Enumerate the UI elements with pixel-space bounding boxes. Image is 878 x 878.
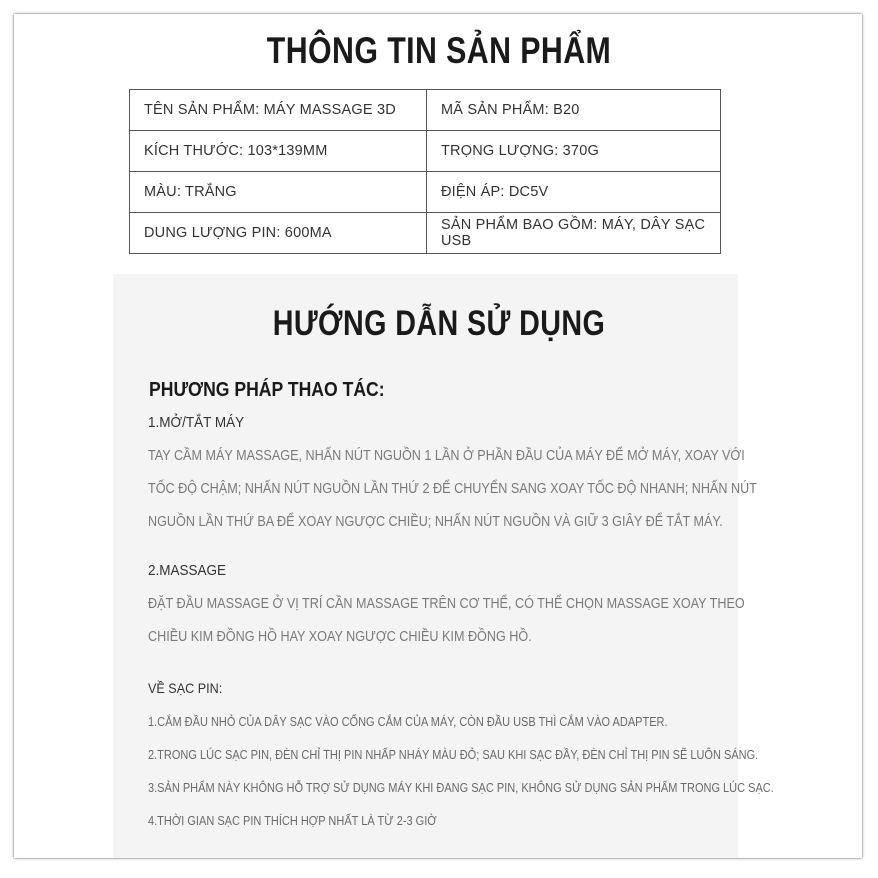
step2-text [148, 588, 745, 654]
spec-weight: TRỌNG LƯỢNG: 370G [427, 131, 721, 172]
table-row [130, 90, 721, 131]
step1-line: TAY CẦM MÁY MASSAGE, NHẤN NÚT NGUỒN 1 LẦN Ở PHẦN ĐẦU CỦA MÁY ĐỂ MỞ MÁY, XOAY VỚI [148, 448, 745, 464]
method-heading: PHƯƠNG PHÁP THAO TÁC: [149, 379, 385, 401]
charging-note: 2.TRONG LÚC SẠC PIN, ĐÈN CHỈ THỊ PIN NHẤP NHÁY MÀU ĐỎ; SAU KHI SẠC ĐẦY, ĐÈN CHỈ THỊ PIN SẼ LUÔN SÁNG. [148, 748, 759, 762]
spec-battery: DUNG LƯỢNG PIN: 600MA [130, 213, 427, 254]
step1-title: 1.MỞ/TẮT MÁY [148, 414, 245, 431]
table-row [130, 213, 721, 254]
spec-table [129, 89, 721, 254]
step2-title: 2.MASSAGE [148, 562, 227, 579]
step1-text [148, 440, 757, 539]
step2-line: CHIỀU KIM ĐỒNG HỒ HAY XOAY NGƯỢC CHIỀU KIM ĐỒNG HỒ. [148, 629, 532, 645]
table-row [130, 172, 721, 213]
product-info-title: THÔNG TIN SẢN PHẨM [266, 30, 612, 71]
table-row [130, 131, 721, 172]
spec-product-code: MÃ SẢN PHẨM: B20 [427, 90, 721, 131]
charging-note: 3.SẢN PHẨM NÀY KHÔNG HỖ TRỢ SỬ DỤNG MÁY KHI ĐANG SẠC PIN, KHÔNG SỬ DỤNG SẢN PHẨM TRONG LÚC SẠC. [148, 781, 774, 795]
spec-product-name: TÊN SẢN PHẨM: MÁY MASSAGE 3D [130, 90, 427, 131]
spec-color: MÀU: TRẮNG [130, 172, 427, 213]
charging-title: VỀ SẠC PIN: [148, 680, 223, 696]
step1-line: NGUỒN LẦN THỨ BA ĐỂ XOAY NGƯỢC CHIỀU; NHẤN NÚT NGUỒN VÀ GIỮ 3 GIÂY ĐỂ TẮT MÁY. [148, 514, 723, 530]
charging-note: 4.THỜI GIAN SẠC PIN THÍCH HỢP NHẤT LÀ TỪ 2-3 GIỜ [148, 814, 437, 828]
spec-size: KÍCH THƯỚC: 103*139MM [130, 131, 427, 172]
spec-package: SẢN PHẨM BAO GỒM: MÁY, DÂY SẠC USB [427, 213, 721, 254]
step2-line: ĐẶT ĐẦU MASSAGE Ở VỊ TRÍ CẦN MASSAGE TRÊN CƠ THỂ, CÓ THỂ CHỌN MASSAGE XOAY THEO [148, 596, 745, 612]
step1-line: TỐC ĐỘ CHẬM; NHẤN NÚT NGUỒN LẦN THỨ 2 ĐỂ CHUYỂN SANG XOAY TỐC ĐỘ NHANH; NHẤN NÚT [148, 481, 757, 497]
usage-guide-title: HƯỚNG DẪN SỬ DỤNG [272, 304, 606, 343]
spec-voltage: ĐIỆN ÁP: DC5V [427, 172, 721, 213]
charging-note: 1.CẮM ĐẦU NHỎ CỦA DÂY SẠC VÀO CỔNG CẮM CỦA MÁY, CÒN ĐẦU USB THÌ CẮM VÀO ADAPTER. [148, 715, 668, 729]
